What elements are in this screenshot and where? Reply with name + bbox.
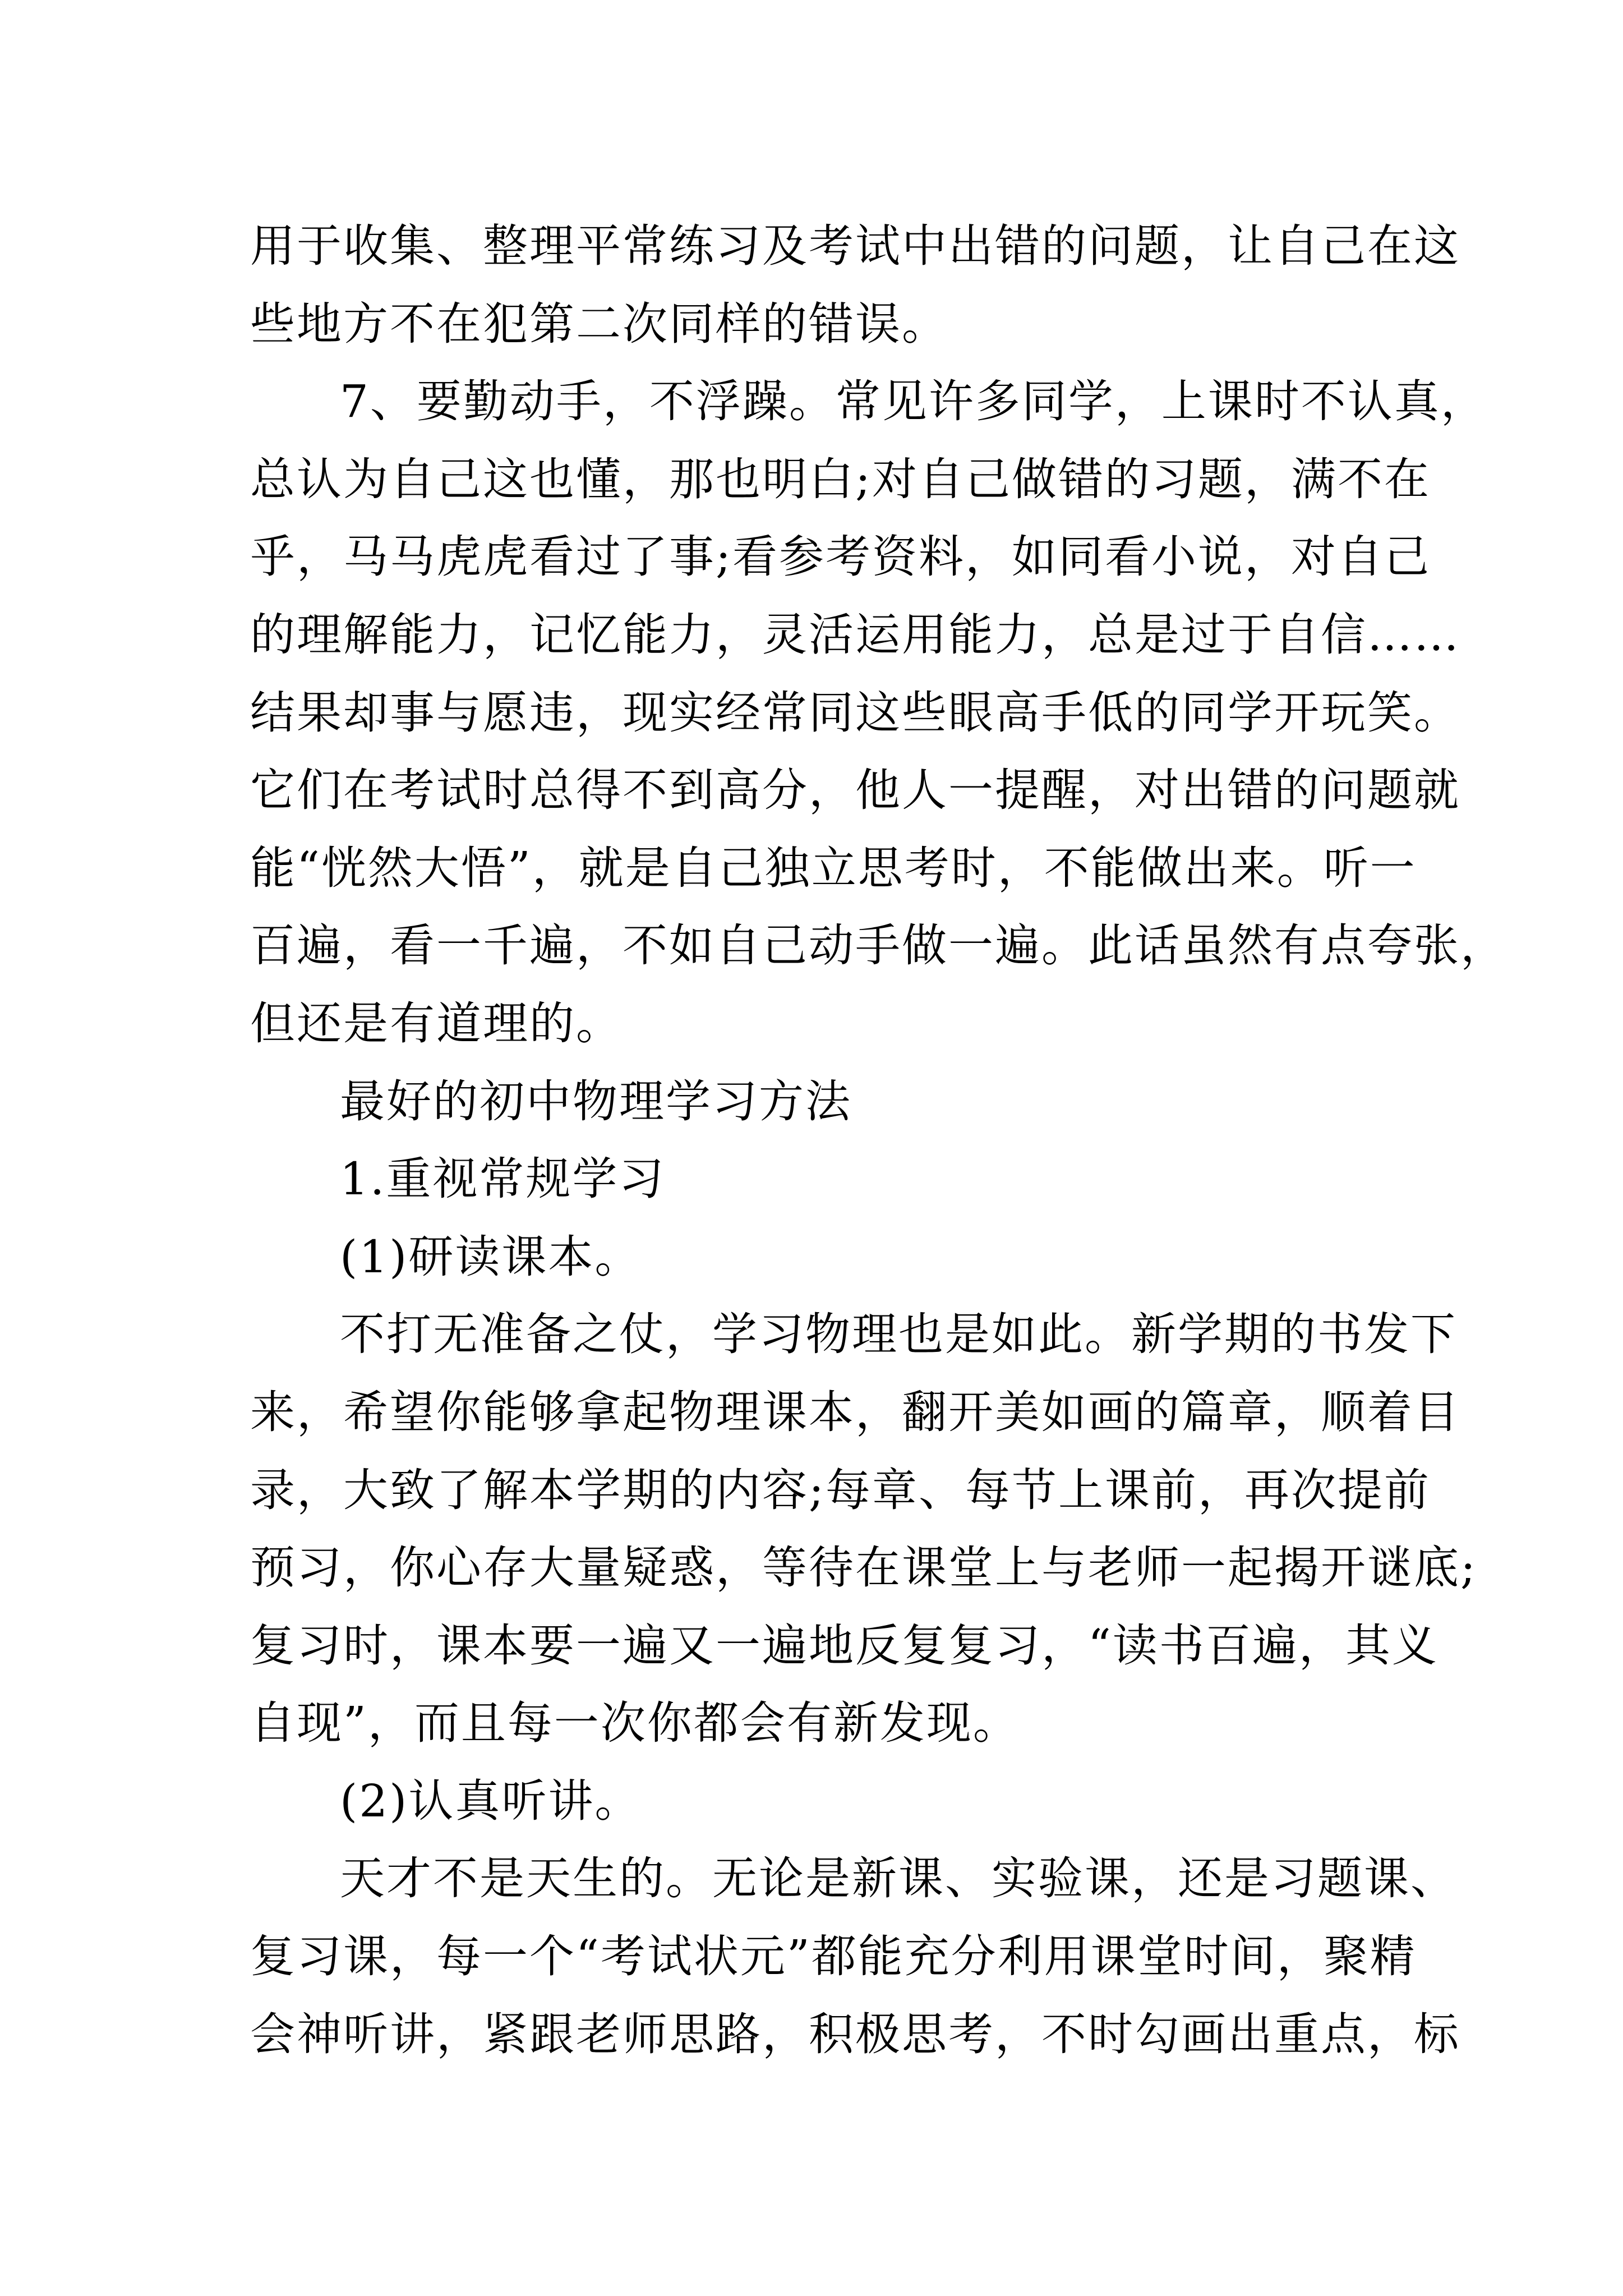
- text-line: 但还是有道理的。: [250, 997, 623, 1050]
- text-line: 百遍，看一千遍，不如自己动手做一遍。此话虽然有点夸张，: [250, 919, 1507, 972]
- paragraph-point-7: [250, 363, 1507, 1062]
- text-line: 来，希望你能够拿起物理课本，翻开美如画的篇章，顺着目: [250, 1386, 1460, 1438]
- text-line: 自现”，而且每一次你都会有新发现。: [250, 1697, 1020, 1750]
- paragraph-error-collection: [250, 208, 1460, 363]
- text-line: 的理解能力，记忆能力，灵活运用能力，总是过于自信……: [250, 608, 1460, 661]
- text-line: 总认为自己这也懂，那也明白;对自己做错的习题，满不在: [250, 453, 1431, 505]
- heading-text: 最好的初中物理学习方法: [340, 1075, 852, 1128]
- text-line: 复习课，每一个“考试状元”都能充分利用课堂时间，聚精: [250, 1930, 1417, 1983]
- text-line: 些地方不在犯第二次同样的错误。: [250, 297, 948, 350]
- text-line: 能“恍然大悟”，就是自己独立思考时，不能做出来。听一: [250, 841, 1417, 894]
- text-line: 乎，马马虎虎看过了事;看参考资料，如同看小说，对自己: [250, 531, 1431, 583]
- text-line: 7、要勤动手，不浮躁。常见许多同学，上课时不认真，: [340, 375, 1487, 428]
- text-line: 结果却事与愿违，现实经常同这些眼高手低的同学开玩笑。: [250, 686, 1460, 739]
- text-line: 录，大致了解本学期的内容;每章、每节上课前，再次提前: [250, 1464, 1431, 1516]
- text-line: 会神听讲，紧跟老师思路，积极思考，不时勾画出重点，标: [250, 2008, 1460, 2060]
- paragraph-study-textbook: [250, 1296, 1477, 1763]
- subheading-text: 1.重视常规学习: [340, 1153, 666, 1205]
- text-line: 它们在考试时总得不到高分，他人一提醒，对出错的问题就: [250, 764, 1460, 817]
- text-line: 不打无准备之仗，学习物理也是如此。新学期的书发下: [340, 1308, 1457, 1361]
- document-page: [250, 208, 1507, 2073]
- section-heading: [250, 1063, 1394, 1141]
- subheading-1-1: [250, 1218, 1394, 1296]
- text-line: 用于收集、整理平常练习及考试中出错的问题，让自己在这: [250, 220, 1460, 272]
- text-line: 天才不是天生的。无论是新课、实验课，还是习题课、: [340, 1852, 1457, 1905]
- subheading-1-2: [250, 1763, 1394, 1841]
- text-line: 预习，你心存大量疑惑，等待在课堂上与老师一起揭开谜底;: [250, 1542, 1477, 1594]
- paragraph-listen-carefully: [250, 1840, 1460, 2073]
- subheading-text: (1)研读课本。: [340, 1230, 642, 1283]
- text-line: 复习时，课本要一遍又一遍地反复复习，“读书百遍，其义: [250, 1619, 1438, 1672]
- subheading-1: [250, 1140, 1394, 1218]
- subheading-text: (2)认真听讲。: [340, 1774, 642, 1827]
